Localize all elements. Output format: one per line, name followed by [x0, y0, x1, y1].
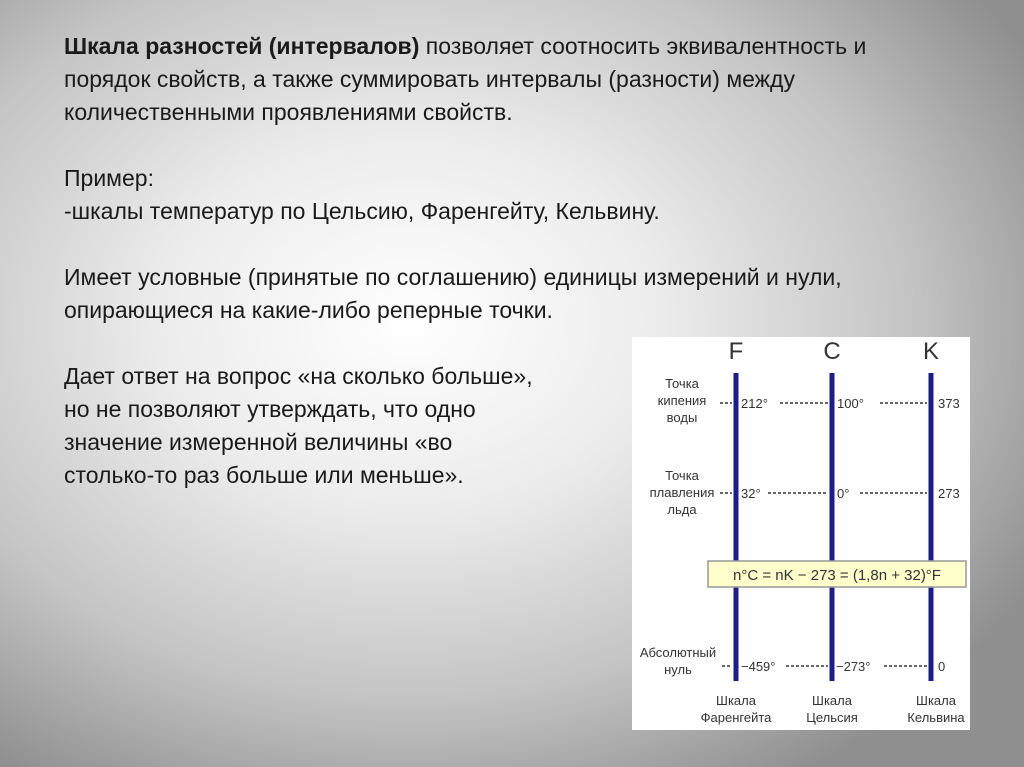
intro-line-1	[64, 30, 964, 63]
boiling-k-value: 373	[938, 396, 960, 411]
boiling-label-3: воды	[666, 410, 698, 425]
footer-k-line-2: Кельвина	[907, 710, 965, 725]
units-line-1: Имеет условные (принятые по соглашению) единицы измерений и нули,	[64, 264, 842, 290]
absolute-c-value: −273°	[836, 659, 871, 674]
absolute-label-2: нуль	[664, 662, 692, 677]
header-celsius: C	[823, 338, 841, 365]
term-title: Шкала разностей (интервалов)	[64, 33, 420, 59]
absolute-label-1: Абсолютный	[639, 645, 717, 660]
answer-line-3: значение измеренной величины «во	[64, 429, 453, 455]
absolute-k-value: 0	[938, 659, 946, 674]
melting-f-value: 32°	[741, 486, 761, 501]
temperature-scales-diagram	[632, 337, 970, 730]
melting-label-1: Точка	[665, 468, 699, 483]
footer-f-line-2: Фаренгейта	[700, 710, 772, 725]
footer-f-line-1: Шкала	[716, 693, 756, 708]
boiling-label-1: Точка	[665, 376, 699, 391]
header-fahrenheit: F	[728, 338, 744, 365]
intro-line-2: порядок свойств, а также суммировать интервалы (разности) между	[64, 66, 795, 92]
melting-k-value: 273	[938, 486, 960, 501]
melting-label-3: льда	[667, 502, 697, 517]
intro-line-3: количественными проявлениями свойств.	[64, 99, 513, 125]
footer-c-line-1: Шкала	[812, 693, 852, 708]
example-label: Пример:	[64, 165, 154, 191]
melting-label-2: плавления	[649, 485, 715, 500]
boiling-f-value: 212°	[741, 396, 768, 411]
footer-k-line-1: Шкала	[916, 693, 956, 708]
footer-c-line-2: Цельсия	[806, 710, 858, 725]
example-text: -шкалы температур по Цельсию, Фаренгейту, Кельвину.	[64, 198, 660, 224]
temperature-scales-svg	[632, 337, 970, 730]
answer-line-4: столько-то раз больше или меньше».	[64, 462, 464, 488]
formula-text: n°C = nK − 273 = (1,8n + 32)°F	[733, 567, 941, 584]
intro-rest: позволяет соотносить эквивалентность и	[419, 33, 867, 59]
answer-line-1: Дает ответ на вопрос «на сколько больше»,	[64, 363, 533, 389]
header-kelvin: K	[922, 338, 940, 365]
boiling-label-2: кипения	[657, 393, 707, 408]
boiling-c-value: 100°	[837, 396, 864, 411]
answer-line-2: но не позволяют утверждать, что одно	[64, 396, 476, 422]
melting-c-value: 0°	[837, 486, 850, 501]
absolute-f-value: −459°	[741, 659, 776, 674]
units-line-2: опирающиеся на какие-либо реперные точки.	[64, 297, 553, 323]
